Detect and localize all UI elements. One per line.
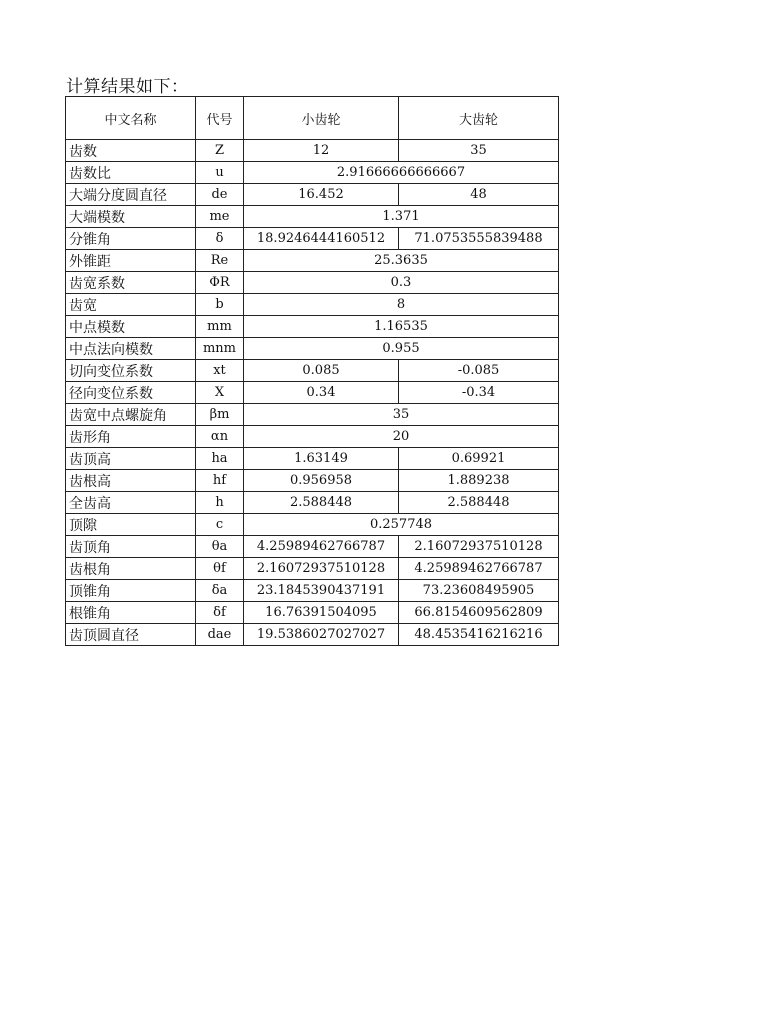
row-value-small-gear: 16.452 xyxy=(244,184,399,206)
row-name: 根锥角 xyxy=(66,602,196,624)
table-row xyxy=(66,426,559,448)
row-code: mm xyxy=(196,316,244,338)
row-value-large-gear: 1.889238 xyxy=(399,470,559,492)
row-value-large-gear: 2.588448 xyxy=(399,492,559,514)
table-row xyxy=(66,448,559,470)
header-row xyxy=(66,97,559,140)
row-value-merged: 8 xyxy=(244,294,559,316)
row-name: 分锥角 xyxy=(66,228,196,250)
row-value-merged: 25.3635 xyxy=(244,250,559,272)
row-code: de xyxy=(196,184,244,206)
row-value-large-gear: 48 xyxy=(399,184,559,206)
row-name: 顶隙 xyxy=(66,514,196,536)
row-code: X xyxy=(196,382,244,404)
table-row xyxy=(66,162,559,184)
row-value-small-gear: 18.9246444160512 xyxy=(244,228,399,250)
row-value-large-gear: 66.8154609562809 xyxy=(399,602,559,624)
table-row xyxy=(66,580,559,602)
row-name: 齿数 xyxy=(66,140,196,162)
row-code: b xyxy=(196,294,244,316)
table-row xyxy=(66,360,559,382)
row-code: ΦR xyxy=(196,272,244,294)
row-value-large-gear: 73.23608495905 xyxy=(399,580,559,602)
row-value-merged: 2.91666666666667 xyxy=(244,162,559,184)
table-row xyxy=(66,140,559,162)
row-value-small-gear: 12 xyxy=(244,140,399,162)
header-large-gear: 大齿轮 xyxy=(399,97,559,140)
row-name: 全齿高 xyxy=(66,492,196,514)
header-name: 中文名称 xyxy=(66,97,196,140)
table-row xyxy=(66,250,559,272)
row-value-small-gear: 2.588448 xyxy=(244,492,399,514)
row-value-merged: 0.3 xyxy=(244,272,559,294)
row-code: Z xyxy=(196,140,244,162)
row-name: 齿顶圆直径 xyxy=(66,624,196,646)
row-value-small-gear: 1.63149 xyxy=(244,448,399,470)
row-code: αn xyxy=(196,426,244,448)
row-name: 齿顶高 xyxy=(66,448,196,470)
table-row xyxy=(66,206,559,228)
table-row xyxy=(66,624,559,646)
table-row xyxy=(66,492,559,514)
row-code: me xyxy=(196,206,244,228)
row-name: 齿形角 xyxy=(66,426,196,448)
row-code: xt xyxy=(196,360,244,382)
row-code: u xyxy=(196,162,244,184)
row-value-small-gear: 0.085 xyxy=(244,360,399,382)
table-row xyxy=(66,228,559,250)
row-code: ha xyxy=(196,448,244,470)
row-code: θf xyxy=(196,558,244,580)
row-name: 齿宽中点螺旋角 xyxy=(66,404,196,426)
row-code: c xyxy=(196,514,244,536)
row-code: θa xyxy=(196,536,244,558)
table-row xyxy=(66,294,559,316)
row-value-small-gear: 2.16072937510128 xyxy=(244,558,399,580)
table-row xyxy=(66,184,559,206)
row-code: βm xyxy=(196,404,244,426)
row-value-small-gear: 16.76391504095 xyxy=(244,602,399,624)
row-value-small-gear: 0.34 xyxy=(244,382,399,404)
row-name: 外锥距 xyxy=(66,250,196,272)
row-value-large-gear: 2.16072937510128 xyxy=(399,536,559,558)
table-row xyxy=(66,382,559,404)
table-row xyxy=(66,514,559,536)
row-name: 径向变位系数 xyxy=(66,382,196,404)
table-row xyxy=(66,404,559,426)
row-name: 切向变位系数 xyxy=(66,360,196,382)
row-code: mnm xyxy=(196,338,244,360)
table-row xyxy=(66,536,559,558)
table-row xyxy=(66,272,559,294)
results-body xyxy=(66,140,559,646)
row-name: 中点模数 xyxy=(66,316,196,338)
row-name: 顶锥角 xyxy=(66,580,196,602)
header-small-gear: 小齿轮 xyxy=(244,97,399,140)
row-code: hf xyxy=(196,470,244,492)
row-value-large-gear: 0.69921 xyxy=(399,448,559,470)
row-value-merged: 0.955 xyxy=(244,338,559,360)
table-row xyxy=(66,338,559,360)
row-value-small-gear: 19.5386027027027 xyxy=(244,624,399,646)
row-name: 齿顶角 xyxy=(66,536,196,558)
row-value-large-gear: -0.085 xyxy=(399,360,559,382)
row-value-merged: 35 xyxy=(244,404,559,426)
row-name: 齿宽 xyxy=(66,294,196,316)
row-value-small-gear: 0.956958 xyxy=(244,470,399,492)
table-row xyxy=(66,602,559,624)
page-title: 计算结果如下： xyxy=(66,77,189,97)
row-value-merged: 1.16535 xyxy=(244,316,559,338)
header-code: 代号 xyxy=(196,97,244,140)
row-name: 齿根角 xyxy=(66,558,196,580)
row-code: dae xyxy=(196,624,244,646)
row-value-small-gear: 4.25989462766787 xyxy=(244,536,399,558)
row-name: 齿数比 xyxy=(66,162,196,184)
row-value-small-gear: 23.1845390437191 xyxy=(244,580,399,602)
row-code: δ xyxy=(196,228,244,250)
row-value-merged: 1.371 xyxy=(244,206,559,228)
row-value-large-gear: -0.34 xyxy=(399,382,559,404)
table-row xyxy=(66,316,559,338)
row-value-large-gear: 4.25989462766787 xyxy=(399,558,559,580)
row-name: 齿宽系数 xyxy=(66,272,196,294)
row-name: 中点法向模数 xyxy=(66,338,196,360)
row-value-large-gear: 48.4535416216216 xyxy=(399,624,559,646)
row-code: Re xyxy=(196,250,244,272)
row-value-large-gear: 71.0753555839488 xyxy=(399,228,559,250)
row-code: h xyxy=(196,492,244,514)
table-row xyxy=(66,470,559,492)
row-name: 大端模数 xyxy=(66,206,196,228)
row-value-merged: 0.257748 xyxy=(244,514,559,536)
results-table xyxy=(65,96,559,646)
table-row xyxy=(66,558,559,580)
row-value-merged: 20 xyxy=(244,426,559,448)
row-code: δf xyxy=(196,602,244,624)
row-code: δa xyxy=(196,580,244,602)
row-value-large-gear: 35 xyxy=(399,140,559,162)
row-name: 齿根高 xyxy=(66,470,196,492)
row-name: 大端分度圆直径 xyxy=(66,184,196,206)
